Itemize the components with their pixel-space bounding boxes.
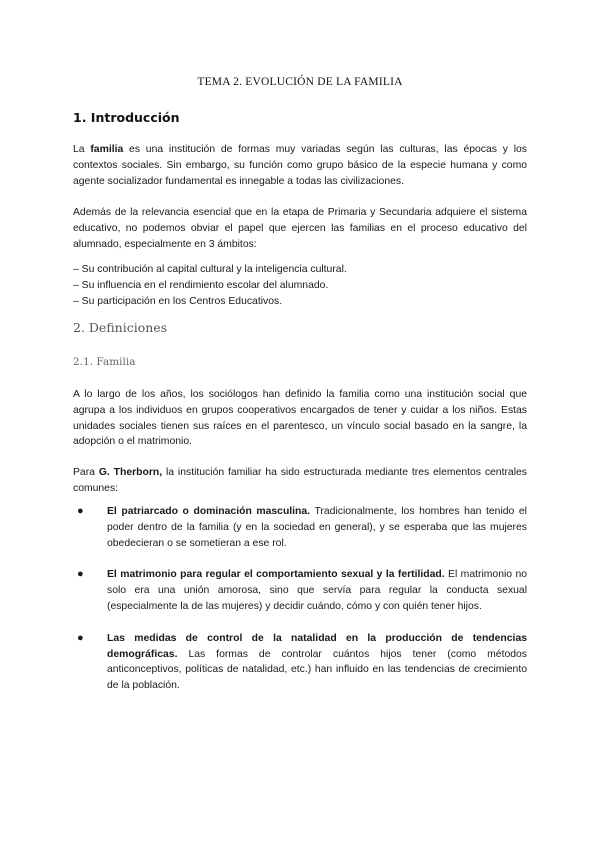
intro-list-item: – Su contribución al capital cultural y la inteligencia cultural. bbox=[73, 264, 347, 275]
bullet-bold-text: El matrimonio para regular el comportamiento sexual y la fertilidad. bbox=[107, 569, 445, 581]
intro-paragraph-2: Además de la relevancia esencial que en la etapa de Primaria y Secundaria adquiere el sistema educativo, no podemos obviar el papel que ejercen las familias en el proceso educativo del alumnado, especialmente en 3 ámbitos: bbox=[73, 207, 527, 250]
bullet-body-text: Las formas de controlar cuántos hijos tener (como métodos anticonceptivos, políticas de natalidad, etc.) han influido en las tendencias de crecimiento de la población. bbox=[107, 648, 527, 692]
bullet-dot-icon: ● bbox=[77, 568, 84, 581]
subsection-heading-familia: 2.1. Familia bbox=[73, 356, 136, 368]
section-heading-definiciones: 2. Definiciones bbox=[73, 320, 168, 335]
bullet-dot-icon: ● bbox=[77, 505, 84, 517]
elements-bullet-list bbox=[73, 504, 527, 694]
bullet-body-text: El matrimonio no solo era una unión amorosa, sino que servía para regular la conducta sexual (especialmente la de las mujeres) y decidir cuándo, cómo y con quién tener hijos. bbox=[107, 569, 527, 612]
intro-list-item: – Su influencia en el rendimiento escolar del alumnado. bbox=[73, 279, 329, 291]
intro-paragraph-1 bbox=[73, 142, 527, 189]
familia-p2-post: la institución familiar ha sido estructurada mediante tres elementos centrales comunes: bbox=[73, 467, 527, 494]
familia-paragraph-1: A lo largo de los años, los sociólogos han definido la familia como una institución social que agrupa a los individuos en grupos cooperativos encargados de tener y cuidar a los niños. Estas unidades sociales tienen sus raíces en el parentesco, un vínculo social basado en la sangre, la adopción o el matrimonio. bbox=[73, 389, 527, 448]
intro-p1-bold: familia bbox=[90, 144, 124, 155]
bullet-dot-icon: ● bbox=[77, 631, 84, 644]
bullet-item bbox=[73, 631, 527, 694]
bullet-bold-text: Las medidas de control de la natalidad en la producción de tendencias demográficas. bbox=[107, 632, 527, 660]
document-title: TEMA 2. EVOLUCIÓN DE LA FAMILIA bbox=[197, 76, 403, 88]
familia-p2-pre: Para bbox=[73, 467, 99, 478]
intro-p1-post: es una institución de formas muy variadas según las culturas, las épocas y los contextos sociales. Sin embargo, su función como grupo básico de la especie humana y como agente socializador fundamental es innegable a todas las civilizaciones. bbox=[73, 144, 527, 187]
bullet-item bbox=[73, 567, 527, 614]
bullet-body-text: Tradicionalmente, los hombres han tenido el poder dentro de la familia (y en la sociedad en general), y se esperaba que las mujeres obedecieran o se sometieran a ese rol. bbox=[107, 506, 527, 549]
intro-list-item: – Su participación en los Centros Educativos. bbox=[73, 295, 283, 307]
familia-p2-bold: G. Therborn, bbox=[98, 467, 163, 478]
intro-p1-pre: La bbox=[73, 144, 91, 155]
familia-paragraph-2 bbox=[73, 465, 527, 497]
intro-list bbox=[73, 262, 527, 309]
bullet-bold-text: El patriarcado o dominación masculina. bbox=[107, 506, 311, 517]
section-heading-introduccion: 1. Introducción bbox=[73, 110, 180, 125]
bullet-item bbox=[73, 504, 527, 551]
